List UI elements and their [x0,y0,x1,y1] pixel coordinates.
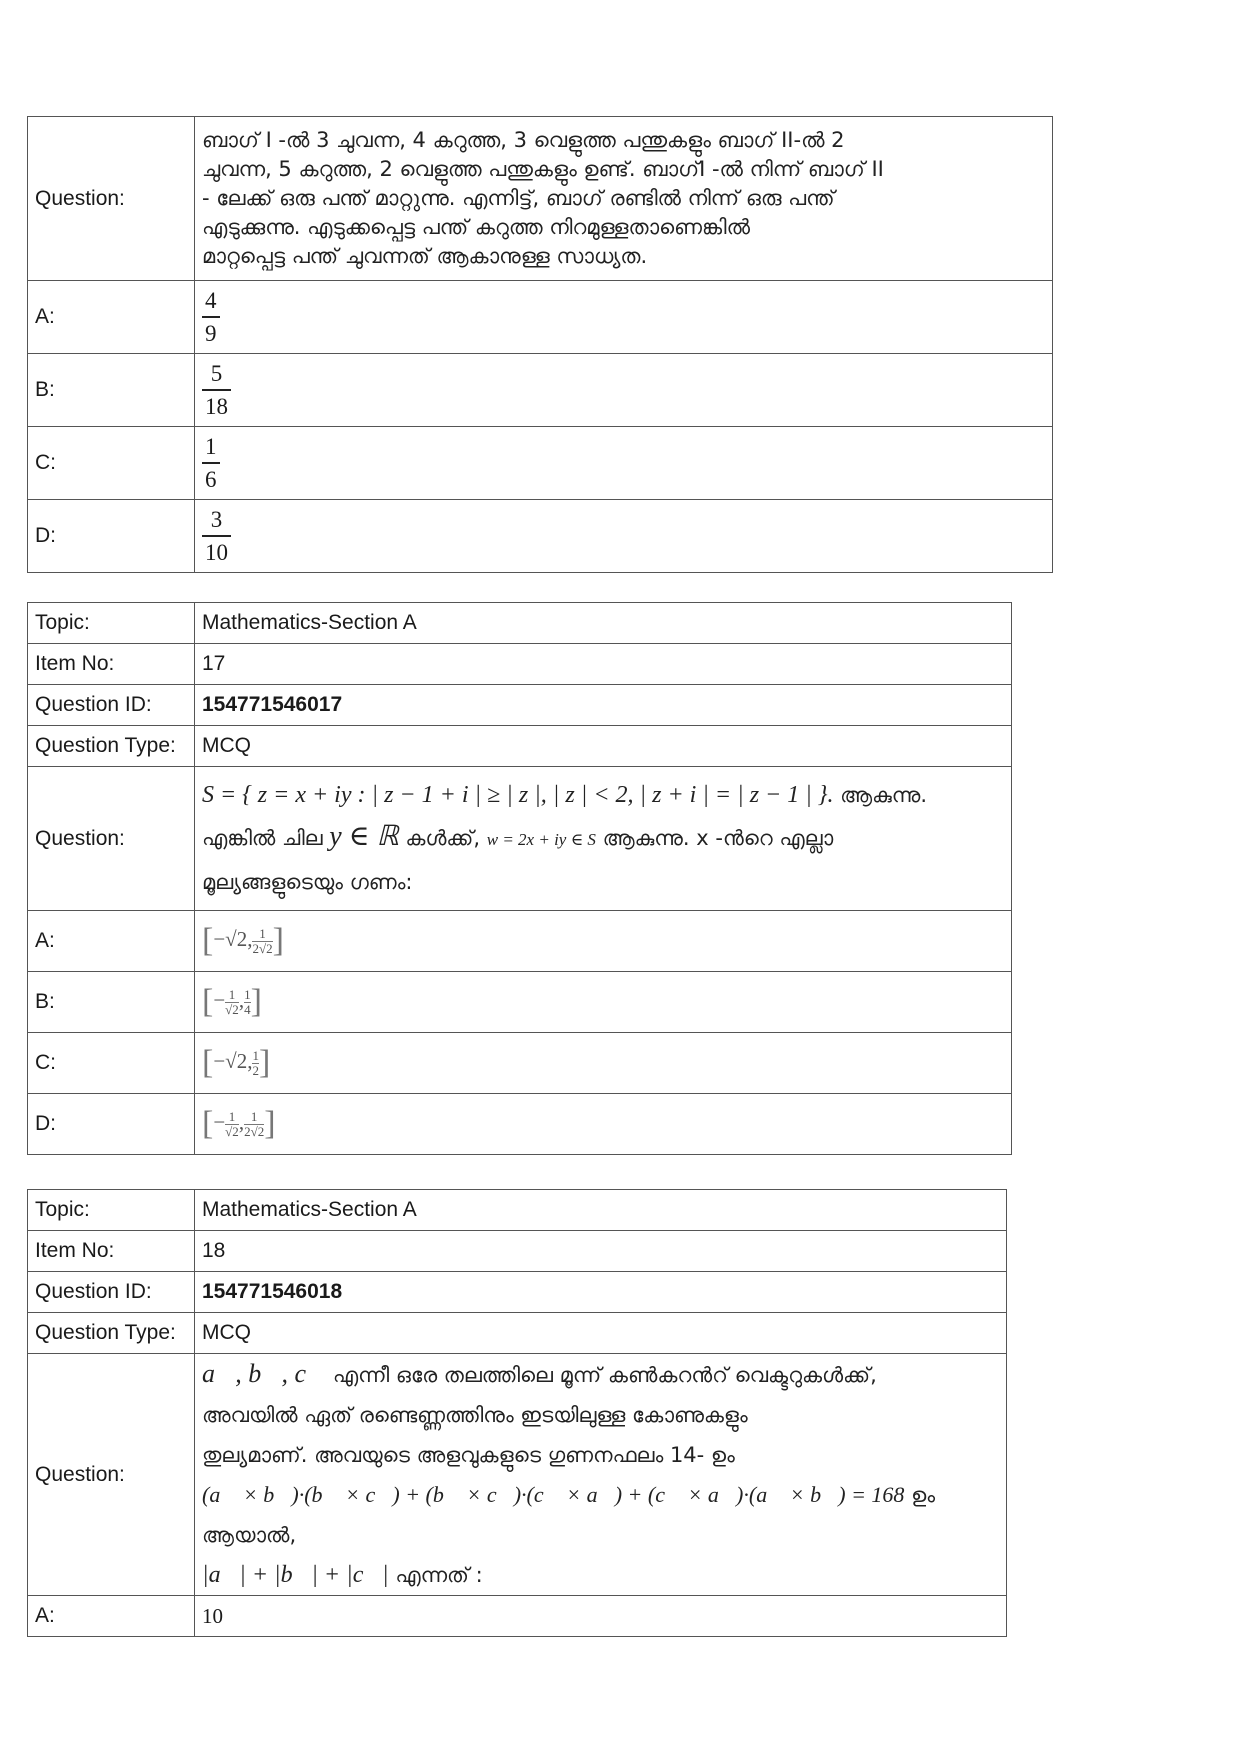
option-b-value[interactable]: [− $\frac{1}{√2}$ , $\frac{1}{4}$ ] [195,972,1012,1033]
question-line: ബാഗ് I -ൽ 3 ചുവന്ന, 4 കറുത്ത, 3 വെളുത്ത പന്തുകളും ബാഗ് II-ൽ 2 [202,128,845,152]
topic-value: Mathematics-Section A [195,1190,1007,1231]
option-label-a: A: [28,911,195,972]
option-label-b: B: [28,354,195,427]
question-line: ചുവന്ന, 5 കറുത്ത, 2 വെളുത്ത പന്തുകളും ഉണ്ട്. ബാഗ്I -ൽ നിന്ന് ബാഗ് II [202,157,884,181]
option-row-b[interactable] [28,354,1053,427]
option-a-value[interactable] [195,281,1053,354]
question-type-value: MCQ [195,726,1012,767]
fraction: $\frac{3}{10}$ [202,508,231,564]
question-table-16 [27,116,1053,573]
question-text-fragment: എന്നീ ഒരേ തലത്തിലെ മൂന്ന് കൺകറൻറ് വെക്ടറുകൾക്ക്, [326,1363,877,1387]
option-row-b[interactable] [28,972,1012,1033]
option-row-c[interactable] [28,1033,1012,1094]
item-no-row [28,1231,1007,1272]
option-b-value[interactable] [195,354,1053,427]
question-row [28,767,1012,911]
question-type-row [28,1313,1007,1354]
item-no-value: 18 [195,1231,1007,1272]
question-type-row [28,726,1012,767]
option-label-a: A: [28,1596,195,1637]
question-text-fragment: ആകുന്നു. [833,783,928,807]
fraction: $\frac{4}{9}$ [202,289,220,345]
option-a-value[interactable]: [−√2, $\frac{1}{2√2}$ ] [195,911,1012,972]
question-id-row [28,1272,1007,1313]
interval-left: −√2, [213,1048,253,1073]
question-label: Question: [28,117,195,281]
option-label-c: C: [28,1033,195,1094]
item-no-row [28,644,1012,685]
question-id-row [28,685,1012,726]
option-row-d[interactable] [28,500,1053,573]
vectors-math: a⃗, b⃗, c⃗ [202,1359,327,1388]
option-label-c: C: [28,427,195,500]
option-row-a[interactable] [28,911,1012,972]
equation-math: (a⃗ × b⃗)·(b⃗ × c⃗) + (b⃗ × c⃗)·(c⃗ × a⃗) + (c⃗ × a⃗)·(a⃗ × b⃗) = 168 [202,1482,905,1507]
fraction: $\frac{1}{6}$ [202,435,220,491]
option-row-d[interactable] [28,1094,1012,1155]
question-text-fragment: കൾക്ക്, [398,826,487,850]
item-no-label: Item No: [28,1231,195,1272]
option-row-a[interactable] [28,281,1053,354]
fraction: $\frac{1}{√2}$ [225,986,239,1017]
question-id-value: 154771546018 [195,1272,1007,1313]
question-line [202,816,1004,861]
option-row-a[interactable] [28,1596,1007,1637]
question-row [28,1354,1007,1596]
question-line: എടുക്കുന്നു. എടുക്കപ്പെട്ട പന്ത് കറുത്ത നിറമുള്ളതാണെങ്കിൽ [202,215,750,239]
option-label-a: A: [28,281,195,354]
option-label-d: D: [28,1094,195,1155]
fraction: $\frac{5}{18}$ [202,362,231,418]
set-definition-math: S = { z = x + iy : | z − 1 + i | ≥ | z |, | z | < 2, | z + i | = | z − 1 | }. [202,782,834,808]
question-table-17 [27,602,1012,1155]
topic-row [28,1190,1007,1231]
question-id-label: Question ID: [28,685,195,726]
question-text-fragment: എങ്കിൽ ചില [202,826,330,850]
question-text-fragment: ഉം ആയാൽ, [202,1483,936,1547]
option-row-c[interactable] [28,427,1053,500]
w-definition-math: w = 2x + iy ∈ S [486,830,596,849]
fraction: $\frac{1}{4}$ [244,986,251,1017]
question-line: അവയിൽ ഏത് രണ്ടെണ്ണത്തിനും ഇടയിലുള്ള കോണുകളും [202,1403,748,1427]
question-row [28,117,1053,281]
question-line [202,1475,999,1555]
question-line: മൂല്യങ്ങളുടെയും ഗണം: [202,870,413,894]
item-no-value: 17 [195,644,1012,685]
question-text [195,117,1053,281]
topic-label: Topic: [28,1190,195,1231]
fraction: $\frac{1}{2√2}$ [252,925,273,956]
option-a-value[interactable]: 10 [195,1596,1007,1637]
question-type-label: Question Type: [28,1313,195,1354]
question-line [202,1354,999,1395]
question-label: Question: [28,1354,195,1596]
question-line: തുല്യമാണ്. അവയുടെ അളവുകളുടെ ഗുണനഫലം 14- ഉം [202,1443,735,1467]
question-id-value: 154771546017 [195,685,1012,726]
y-real-math: y ∈ ℝ [329,821,399,852]
question-table-18 [27,1189,1007,1637]
option-c-value[interactable]: [−√2, $\frac{1}{2}$ ] [195,1033,1012,1094]
minus-sign: − [213,1109,226,1134]
question-label: Question: [28,767,195,911]
fraction: $\frac{1}{√2}$ [225,1108,239,1139]
option-label-d: D: [28,500,195,573]
question-line: - ലേക്ക് ഒരു പന്ത് മാറ്റുന്നു. എന്നിട്ട്, ബാഗ് രണ്ടിൽ നിന്ന് ഒരു പന്ത് [202,186,835,210]
topic-label: Topic: [28,603,195,644]
question-text [195,1354,1007,1596]
question-text-fragment: ആകുന്നു. x -ൻറെ എല്ലാ [595,826,834,850]
sum-math: |a⃗| + |b⃗| + |c⃗| [202,1562,389,1588]
question-line [202,1555,999,1595]
option-label-b: B: [28,972,195,1033]
minus-sign: − [213,987,226,1012]
option-c-value[interactable] [195,427,1053,500]
topic-row [28,603,1012,644]
option-d-value[interactable]: [− $\frac{1}{√2}$ , $\frac{1}{2√2}$ ] [195,1094,1012,1155]
option-d-value[interactable] [195,500,1053,573]
question-type-label: Question Type: [28,726,195,767]
topic-value: Mathematics-Section A [195,603,1012,644]
question-text-fragment: എന്നത് : [388,1563,483,1587]
question-id-label: Question ID: [28,1272,195,1313]
question-line: മാറ്റപ്പെട്ട പന്ത് ചുവന്നത് ആകാനുള്ള സാധ്യത. [202,244,648,268]
interval-left: −√2, [213,926,253,951]
question-text [195,767,1012,911]
fraction: $\frac{1}{2}$ [252,1047,259,1078]
fraction: $\frac{1}{2√2}$ [244,1108,265,1139]
question-type-value: MCQ [195,1313,1007,1354]
question-line [202,774,1004,816]
item-no-label: Item No: [28,644,195,685]
